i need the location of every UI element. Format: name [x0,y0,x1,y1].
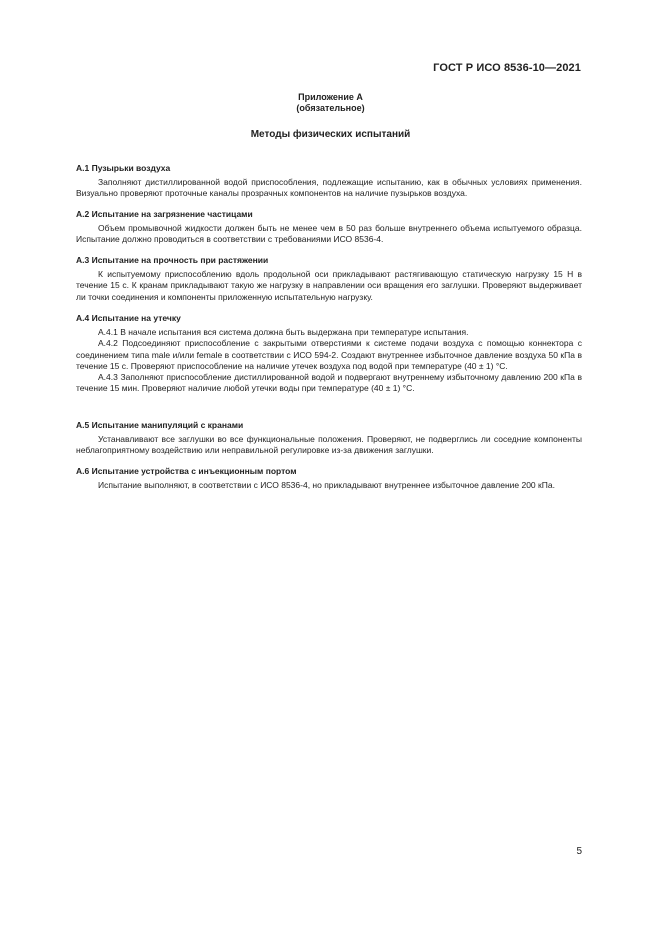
main-title: Методы физических испытаний [250,129,411,140]
section-paragraph: А.4.1 В начале испытания вся система должна быть выдержана при температуре испытания. [98,327,469,338]
section-paragraph: Устанавливают все заглушки во все функциональные положения. Проверяют, не подверглись ли соседние компоненты неблагоприятному воздействию или неправильной регулировке из-за движения заглушки. [76,434,582,456]
section-a3 [76,255,582,303]
section-heading: А.6 Испытание устройства с инъекционным портом [76,466,297,476]
section-heading: А.4 Испытание на утечку [76,313,181,323]
section-heading: А.2 Испытание на загрязнение частицами [76,209,253,219]
section-paragraph: Объем промывочной жидкости должен быть не менее чем в 50 раз больше внутреннего объема испытуемого образца. Испытание должно проводиться в соответствии с требованиями ИСО 8536-4. [76,223,582,245]
section-paragraph: Заполняют дистиллированной водой приспособления, подлежащие испытанию, как в обычных условиях применения. Визуально проверяют проточные каналы прозрачных компонентов на наличие пузырьков воздуха. [76,177,582,199]
standard-code: ГОСТ Р ИСО 8536-10—2021 [433,62,581,74]
section-heading: А.5 Испытание манипуляций с кранами [76,420,244,430]
section-a1 [76,163,582,200]
page-number: 5 [576,846,582,857]
section-paragraph: Испытание выполняют, в соответствии с ИСО 8536-4, но прикладывают внутреннее избыточное давление 200 кПа. [98,480,555,491]
section-heading: А.1 Пузырьки воздуха [76,163,171,173]
section-a5 [76,420,582,457]
section-paragraph: К испытуемому приспособлению вдоль продольной оси прикладывают растягивающую статическую нагрузку 15 Н в течение 15 с. К кранам прикладывают такую же нагрузку в направлении оси вращения его заглушки. Проверяют выдерживает ли точки соединения и компоненты приложенную испытательную нагрузку. [76,269,582,302]
section-a4 [76,313,582,394]
section-paragraph: А.4.2 Подсоединяют приспособление с закрытыми отверстиями к системе подачи воздуха с помощью коннектора с соединением типа male и/или female в соответствии с ИСО 594-2. Создают внутреннее избыточное давление воздуха 50 кПа в течение 15 с. Проверяют приспособление на наличие утечек воздуха под водой при температуре (40 ± 1) °С. [76,338,582,371]
section-a2 [76,209,582,246]
section-paragraph: А.4.3 Заполняют приспособление дистиллированной водой и подвергают внутреннему избыточному давлению 200 кПа в течение 15 мин. Проверяют наличие любой утечки воды при температуре (40 ± 1) °С. [76,372,582,394]
section-heading: А.3 Испытание на прочность при растяжении [76,255,269,265]
section-a6 [76,466,582,491]
appendix-note: (обязательное) [296,103,365,113]
appendix-title: Приложение А [298,92,363,102]
